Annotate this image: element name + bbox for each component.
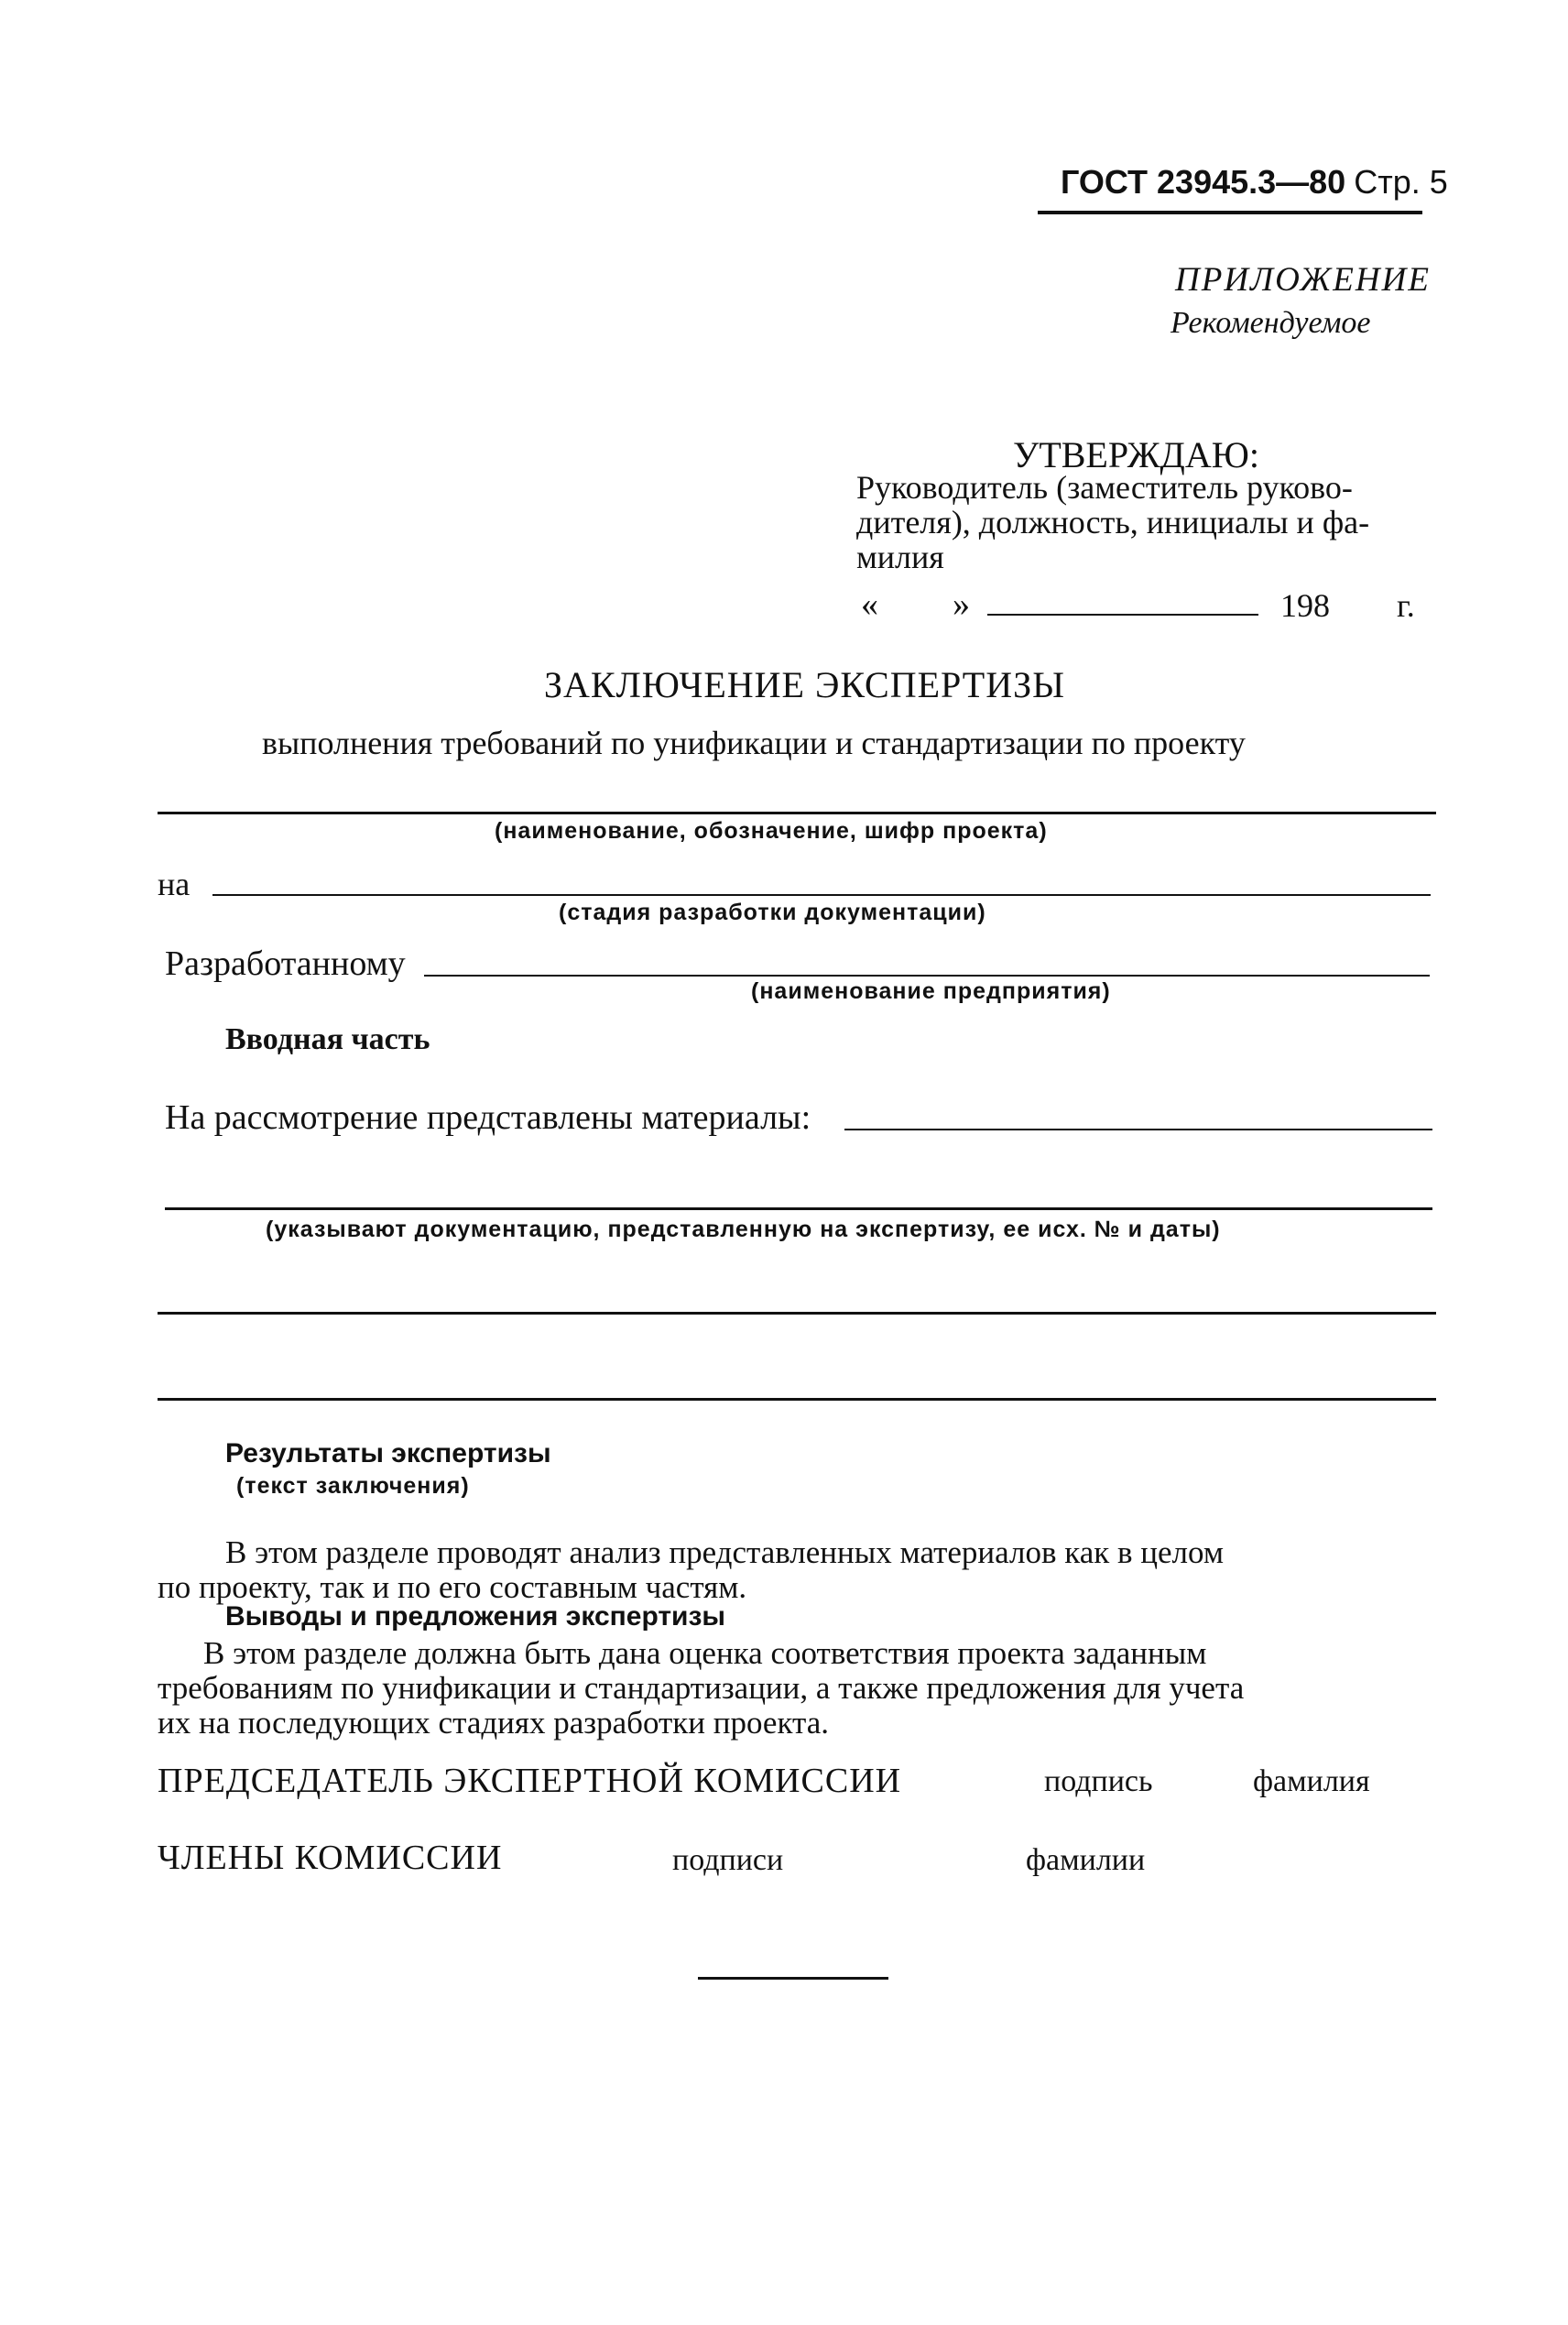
page-header bbox=[1061, 163, 1448, 202]
approval-quote-close: » bbox=[953, 585, 970, 624]
approval-year-suffix: г. bbox=[1397, 587, 1415, 624]
developer-caption: (наименование предприятия) bbox=[751, 978, 1111, 1004]
appendix-subtitle: Рекомендуемое bbox=[1171, 306, 1371, 340]
approval-title: УТВЕРЖДАЮ: bbox=[1013, 434, 1259, 475]
document-title: ЗАКЛЮЧЕНИЕ ЭКСПЕРТИЗЫ bbox=[544, 664, 1066, 705]
members-label: ЧЛЕНЫ КОМИССИИ bbox=[158, 1839, 503, 1877]
conclusions-line-1: В этом разделе должна быть дана оценка соответствия проекта заданным bbox=[203, 1635, 1207, 1671]
approval-line-1: Руководитель (заместитель руково- bbox=[856, 469, 1353, 506]
page-number: Стр. 5 bbox=[1354, 163, 1448, 201]
materials-line bbox=[844, 1129, 1432, 1130]
members-name: фамилии bbox=[1026, 1843, 1146, 1877]
chairman-sign: подпись bbox=[1044, 1764, 1153, 1798]
results-heading: Результаты экспертизы bbox=[225, 1438, 551, 1468]
materials-label: На рассмотрение представлены материалы: bbox=[165, 1098, 811, 1137]
appendix-title: ПРИЛОЖЕНИЕ bbox=[1175, 261, 1431, 299]
approval-date-line bbox=[987, 614, 1258, 616]
materials-caption: (указывают документацию, представленную на экспертизу, ее исх. № и даты) bbox=[266, 1217, 1221, 1242]
approval-line-2: дителя), должность, инициалы и фа- bbox=[856, 504, 1370, 540]
stage-caption: (стадия разработки документации) bbox=[559, 900, 986, 925]
developer-line bbox=[424, 975, 1430, 977]
blank-line-2 bbox=[158, 1398, 1436, 1401]
standard-number: ГОСТ 23945.3—80 bbox=[1061, 163, 1346, 201]
conclusions-line-3: их на последующих стадиях разработки проекта. bbox=[158, 1705, 830, 1741]
chairman-label: ПРЕДСЕДАТЕЛЬ ЭКСПЕРТНОЙ КОМИССИИ bbox=[158, 1762, 902, 1800]
header-rule bbox=[1038, 211, 1422, 214]
intro-heading: Вводная часть bbox=[225, 1022, 430, 1056]
approval-line-3: милия bbox=[856, 539, 944, 575]
approval-quote-open: « bbox=[861, 585, 878, 624]
results-para-line-1: В этом разделе проводят анализ представленных материалов как в целом bbox=[225, 1534, 1224, 1570]
closing-rule bbox=[698, 1977, 888, 1980]
results-note: (текст заключения) bbox=[236, 1473, 470, 1499]
document-subtitle: выполнения требований по унификации и стандартизации по проекту bbox=[262, 725, 1246, 761]
blank-line-1 bbox=[158, 1312, 1436, 1315]
chairman-name: фамилия bbox=[1253, 1764, 1370, 1798]
conclusions-line-2: требованиям по унификации и стандартизации, а также предложения для учета bbox=[158, 1670, 1245, 1706]
project-line bbox=[158, 812, 1436, 814]
stage-label: на bbox=[158, 866, 191, 902]
stage-line bbox=[212, 894, 1431, 896]
materials-line-2 bbox=[165, 1207, 1432, 1210]
conclusions-heading: Выводы и предложения экспертизы bbox=[225, 1601, 726, 1632]
members-sign: подписи bbox=[672, 1843, 784, 1877]
developer-label: Разработанному bbox=[165, 944, 406, 983]
results-para-line-2: по проекту, так и по его составным частям. bbox=[158, 1569, 747, 1605]
approval-year: 198 bbox=[1280, 587, 1330, 624]
project-caption: (наименование, обозначение, шифр проекта) bbox=[495, 818, 1048, 844]
